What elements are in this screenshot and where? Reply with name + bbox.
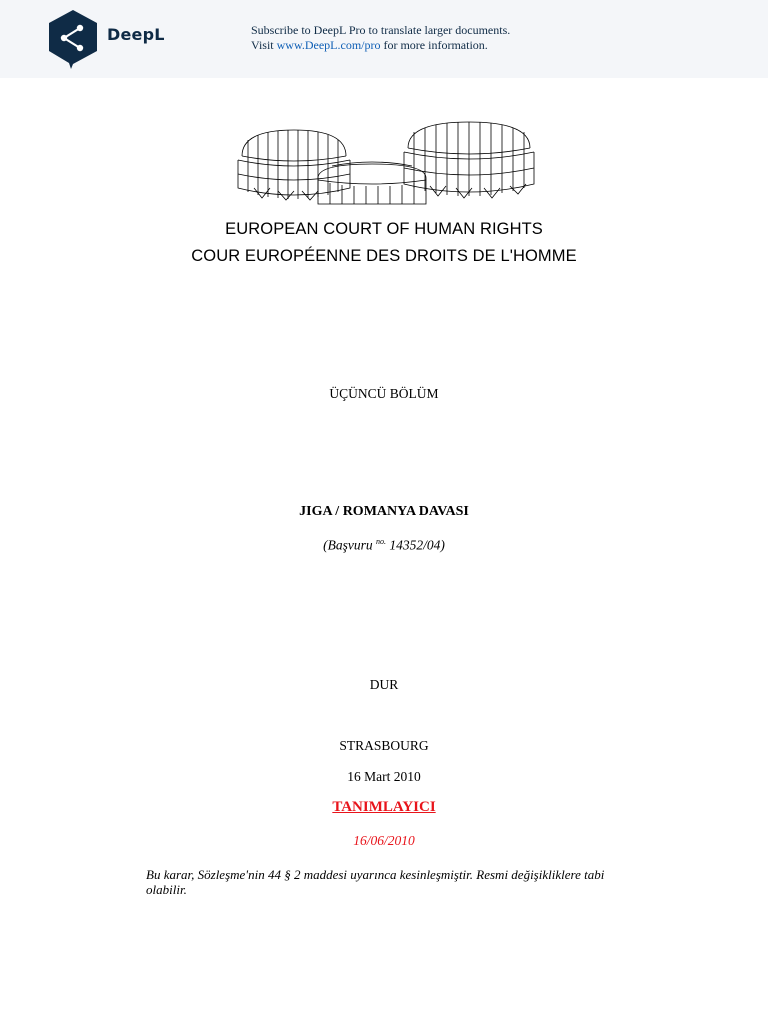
section-heading: ÜÇÜNCÜ BÖLÜM bbox=[329, 386, 439, 401]
place-name: STRASBOURG bbox=[339, 738, 429, 753]
final-label: TANIMLAYICI bbox=[332, 799, 436, 815]
final-date: 16/06/2010 bbox=[353, 833, 415, 848]
promo-line-2 bbox=[251, 38, 510, 53]
application-value: 14352/04) bbox=[386, 537, 445, 553]
finality-notice: Bu karar, Sözleşme'nin 44 § 2 maddesi uyarınca kesinleşmiştir. Resmi değişikliklere tabi olabilir. bbox=[146, 867, 605, 897]
deepl-pro-link[interactable]: www.DeepL.com/pro bbox=[276, 38, 381, 52]
deepl-logo-icon[interactable] bbox=[47, 9, 99, 69]
court-building-emblem bbox=[234, 118, 536, 210]
court-name-french: COUR EUROPÉENNE DES DROITS DE L'HOMME bbox=[191, 247, 577, 265]
application-number bbox=[0, 537, 768, 554]
promo-after: for more information. bbox=[380, 38, 488, 52]
judgment-date: 16 Mart 2010 bbox=[347, 769, 421, 784]
promo-visit: Visit bbox=[251, 38, 277, 52]
court-name-english: EUROPEAN COURT OF HUMAN RIGHTS bbox=[225, 220, 543, 238]
deepl-banner bbox=[0, 0, 768, 78]
promo-text bbox=[251, 23, 510, 53]
case-title: JIGA / ROMANYA DAVASI bbox=[299, 504, 469, 519]
application-prefix: (Başvuru bbox=[323, 537, 376, 553]
judgment-heading: DUR bbox=[369, 677, 399, 692]
application-no-abbrev: no. bbox=[376, 537, 386, 546]
deepl-logo-text: DeepL bbox=[107, 25, 165, 44]
promo-line-1: Subscribe to DeepL Pro to translate larger documents. bbox=[251, 23, 511, 37]
